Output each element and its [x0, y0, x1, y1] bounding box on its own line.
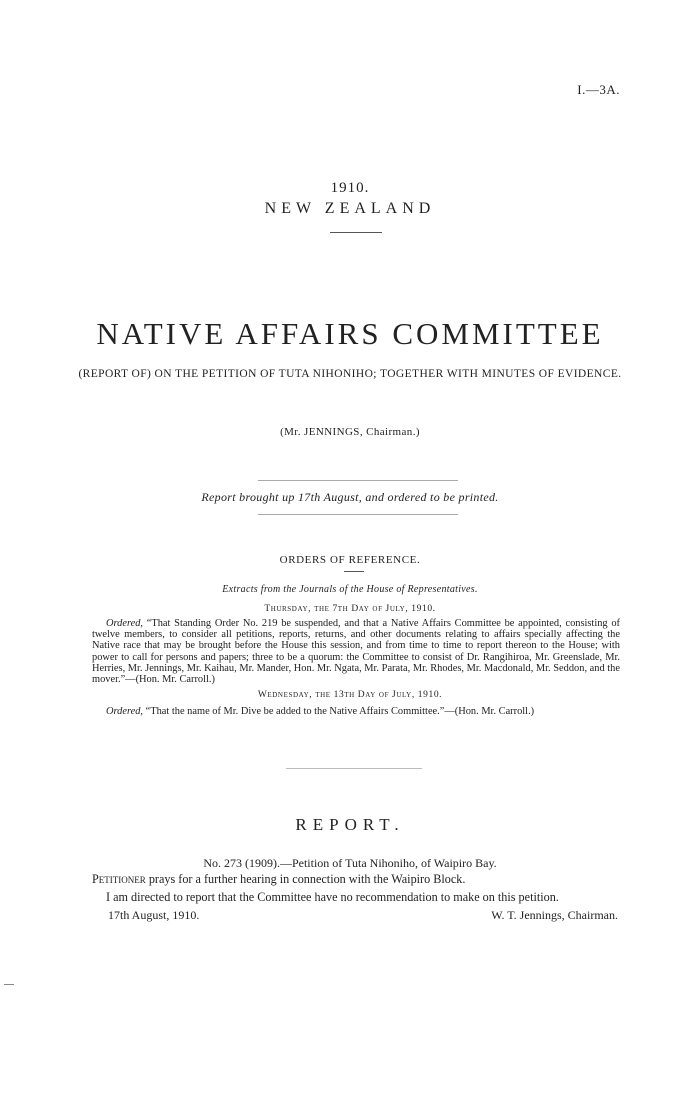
order-date-2: Wednesday, the 13th Day of July, 1910. — [257, 690, 443, 700]
divider-rule — [344, 571, 364, 572]
petitioner-prays: prays for a further hearing in connection with the Waipiro Block. — [148, 872, 466, 886]
ordered-label: Ordered, — [106, 706, 144, 717]
report-date: 17th August, 1910. — [108, 908, 200, 922]
year: 1910. — [330, 180, 370, 196]
order-paragraph-2 — [92, 706, 620, 717]
country-heading: NEW ZEALAND — [264, 200, 436, 217]
divider-rule — [330, 232, 382, 233]
margin-mark — [4, 984, 14, 985]
order-text-2: “That the name of Mr. Dive be added to the Native Affairs Committee.”—(Hon. Mr. Carroll.) — [145, 706, 535, 717]
document-subtitle: (REPORT OF) ON THE PETITION OF TUTA NIHONIHO; TOGETHER WITH MINUTES OF EVIDENCE. — [78, 368, 622, 380]
ordered-label: Ordered, — [106, 618, 144, 629]
chairman-signature: W. T. Jennings, Chairman. — [491, 908, 618, 922]
paper-reference: I.—3A. — [577, 82, 620, 97]
orders-heading: ORDERS OF REFERENCE. — [279, 554, 421, 566]
report-heading: REPORT. — [295, 815, 405, 834]
directed-line: I am directed to report that the Committee have no recommendation to make on this petition. — [106, 890, 559, 904]
divider-rule — [258, 514, 458, 515]
order-text-1: “That Standing Order No. 219 be suspended, and that a Native Affairs Committee be appointed, consisting of twelve members, to consider all petitions, reports, returns, and other documents relating to affairs specially affecting the Native race that may be brought before the House this session, and from time to time to report thereon to the House; with power to call for persons and papers; three to be a quorum: the Committee to consist of Dr. Rangihiroa, Mr. Greenslade, Mr. Herries, Mr. Jennings, Mr. Kaihau, Mr. Mander, Hon. Mr. Ngata, Mr. Parata, Mr. Rhodes, Mr. Macdonald, Mr. Seddon, and the mover.”—(Hon. Mr. Carroll.) — [92, 618, 620, 686]
extracts-line: Extracts from the Journals of the House of Representatives. — [222, 584, 478, 595]
order-paragraph-1 — [92, 618, 620, 685]
petitioner-line — [92, 872, 620, 887]
petitioner-label: Petitioner — [92, 872, 146, 886]
divider-rule — [286, 768, 422, 769]
document-title: NATIVE AFFAIRS COMMITTEE — [96, 316, 604, 351]
report-brought-line: Report brought up 17th August, and ordered to be printed. — [201, 490, 499, 504]
divider-rule — [258, 480, 458, 481]
order-date-1: Thursday, the 7th Day of July, 1910. — [264, 604, 436, 614]
chairman-line: (Mr. JENNINGS, Chairman.) — [280, 426, 420, 438]
petition-line: No. 273 (1909).—Petition of Tuta Nihoniho, of Waipiro Bay. — [203, 856, 497, 870]
